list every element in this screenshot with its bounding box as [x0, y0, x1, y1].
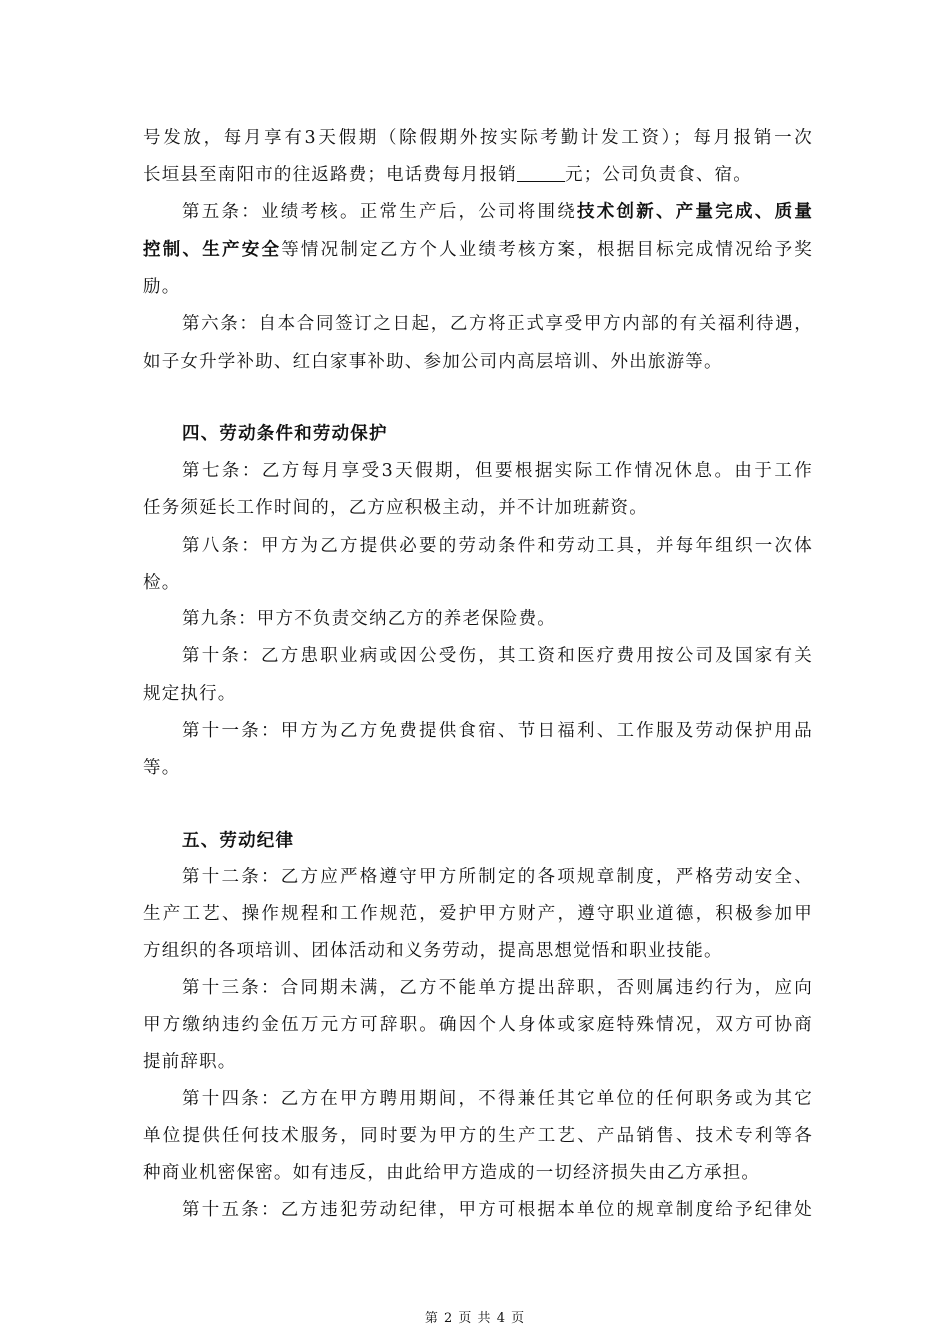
- paragraph-line: 任务须延长工作时间的，乙方应积极主动，并不计加班薪资。: [143, 498, 648, 518]
- clause-7-line: 第七条：乙方每月享受3天假期，但要根据实际工作情况休息。由于工作: [182, 461, 813, 481]
- paragraph-line: 规定执行。: [143, 684, 237, 704]
- paragraph-line: 长垣县至南阳市的往返路费；电话费每月报销 元；公司负责食、宿。: [143, 165, 752, 185]
- clause-5-line: 第五条：业绩考核。正常生产后，公司将围绕技术创新、产量完成、质量: [182, 202, 814, 222]
- clause-11-line: 第十一条：甲方为乙方免费提供食宿、节日福利、工作服及劳动保护用品: [182, 721, 813, 741]
- paragraph-line: 号发放，每月享有3天假期（除假期外按实际考勤计发工资）；每月报销一次: [143, 128, 813, 148]
- paragraph-line: 种商业机密保密。如有违反，由此给甲方造成的一切经济损失由乙方承担。: [143, 1163, 761, 1183]
- page-number-footer: 第 2 页 共 4 页: [424, 1311, 526, 1326]
- clause-10-line: 第十条：乙方患职业病或因公受伤，其工资和医疗费用按公司及国家有关: [182, 646, 813, 666]
- section-heading-4: 四、劳动条件和劳动保护: [182, 424, 388, 444]
- paragraph-line: 如子女升学补助、红白家事补助、参加公司内高层培训、外出旅游等。: [143, 352, 723, 372]
- paragraph-line: 单位提供任何技术服务，同时要为甲方的生产工艺、产品销售、技术专利等各: [143, 1126, 813, 1146]
- paragraph-line: 等。: [143, 758, 181, 778]
- clause-15-line: 第十五条：乙方违犯劳动纪律，甲方可根据本单位的规章制度给予纪律处: [182, 1200, 813, 1220]
- section-heading-5: 五、劳动纪律: [182, 831, 295, 851]
- fill-blank: [517, 163, 565, 182]
- paragraph-line: 检。: [143, 573, 181, 593]
- paragraph-line: 方组织的各项培训、团体活动和义务劳动，提高思想觉悟和职业技能。: [143, 941, 723, 961]
- clause-14-line: 第十四条：乙方在甲方聘用期间，不得兼任其它单位的任何职务或为其它: [182, 1089, 813, 1109]
- paragraph-line: 励。: [143, 277, 181, 297]
- paragraph-line: 甲方缴纳违约金伍万元方可辞职。确因个人身体或家庭特殊情况，双方可协商: [143, 1015, 813, 1035]
- clause-6-line: 第六条：自本合同签订之日起，乙方将正式享受甲方内部的有关福利待遇，: [182, 314, 813, 334]
- clause-12-line: 第十二条：乙方应严格遵守甲方所制定的各项规章制度，严格劳动安全、: [182, 867, 813, 887]
- clause-13-line: 第十三条：合同期未满，乙方不能单方提出辞职，否则属违约行为，应向: [182, 978, 813, 998]
- paragraph-line: 提前辞职。: [143, 1052, 237, 1072]
- paragraph-line: 控制、生产安全等情况制定乙方个人业绩考核方案，根据目标完成情况给予奖: [143, 240, 814, 260]
- clause-8-line: 第八条：甲方为乙方提供必要的劳动条件和劳动工具，并每年组织一次体: [182, 536, 813, 556]
- clause-9-line: 第九条：甲方不负责交纳乙方的养老保险费。: [182, 609, 556, 629]
- paragraph-line: 生产工艺、操作规程和工作规范，爱护甲方财产，遵守职业道德，积极参加甲: [143, 904, 813, 924]
